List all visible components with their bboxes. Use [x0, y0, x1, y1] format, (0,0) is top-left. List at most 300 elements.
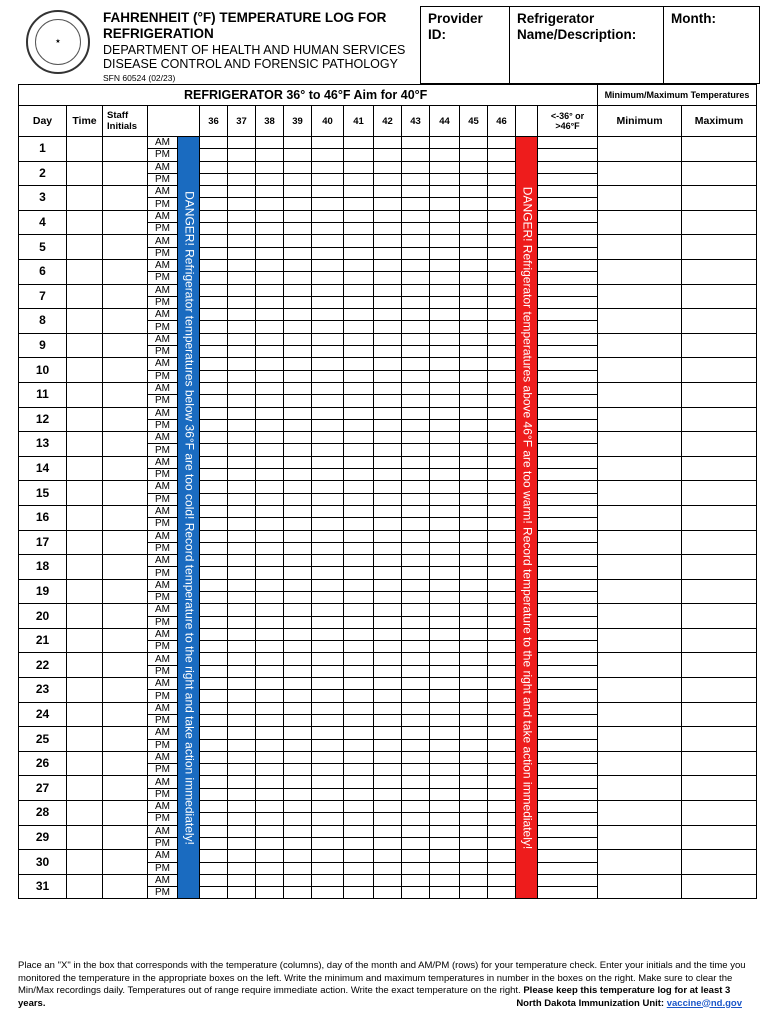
temp-cell-42[interactable] [374, 333, 402, 345]
temp-cell-38[interactable] [256, 837, 284, 849]
temp-cell-43[interactable] [402, 518, 430, 530]
temp-cell-42[interactable] [374, 555, 402, 567]
temp-cell-46[interactable] [488, 481, 516, 493]
temp-cell-41[interactable] [344, 776, 374, 788]
time-cell[interactable] [67, 751, 103, 776]
temp-cell-44[interactable] [430, 591, 460, 603]
out-of-range-cell[interactable] [538, 505, 598, 517]
time-cell[interactable] [67, 530, 103, 555]
temp-cell-36[interactable] [200, 456, 228, 468]
temp-cell-39[interactable] [284, 173, 312, 185]
temp-cell-41[interactable] [344, 739, 374, 751]
temp-cell-46[interactable] [488, 764, 516, 776]
temp-cell-39[interactable] [284, 370, 312, 382]
out-of-range-cell[interactable] [538, 813, 598, 825]
minimum-cell[interactable] [598, 801, 682, 826]
temp-cell-43[interactable] [402, 604, 430, 616]
temp-cell-46[interactable] [488, 284, 516, 296]
temp-cell-43[interactable] [402, 702, 430, 714]
temp-cell-41[interactable] [344, 567, 374, 579]
out-of-range-cell[interactable] [538, 223, 598, 235]
temp-cell-41[interactable] [344, 616, 374, 628]
temp-cell-37[interactable] [228, 530, 256, 542]
temp-cell-38[interactable] [256, 776, 284, 788]
maximum-cell[interactable] [682, 825, 757, 850]
temp-cell-42[interactable] [374, 469, 402, 481]
temp-cell-38[interactable] [256, 223, 284, 235]
temp-cell-46[interactable] [488, 346, 516, 358]
temp-cell-46[interactable] [488, 850, 516, 862]
temp-cell-39[interactable] [284, 665, 312, 677]
temp-cell-44[interactable] [430, 358, 460, 370]
temp-cell-38[interactable] [256, 247, 284, 259]
temp-cell-40[interactable] [312, 407, 344, 419]
temp-cell-36[interactable] [200, 788, 228, 800]
temp-cell-42[interactable] [374, 186, 402, 198]
temp-cell-42[interactable] [374, 223, 402, 235]
temp-cell-39[interactable] [284, 751, 312, 763]
time-cell[interactable] [67, 309, 103, 334]
temp-cell-44[interactable] [430, 321, 460, 333]
temp-cell-40[interactable] [312, 751, 344, 763]
month-field[interactable]: Month: [663, 6, 760, 84]
temp-cell-40[interactable] [312, 333, 344, 345]
staff-initials-cell[interactable] [103, 801, 148, 826]
temp-cell-38[interactable] [256, 591, 284, 603]
temp-cell-38[interactable] [256, 555, 284, 567]
temp-cell-41[interactable] [344, 432, 374, 444]
temp-cell-36[interactable] [200, 837, 228, 849]
temp-cell-46[interactable] [488, 530, 516, 542]
temp-cell-42[interactable] [374, 284, 402, 296]
temp-cell-39[interactable] [284, 678, 312, 690]
temp-cell-41[interactable] [344, 137, 374, 149]
temp-cell-41[interactable] [344, 727, 374, 739]
temp-cell-37[interactable] [228, 665, 256, 677]
temp-cell-39[interactable] [284, 272, 312, 284]
temp-cell-43[interactable] [402, 690, 430, 702]
temp-cell-37[interactable] [228, 259, 256, 271]
temp-cell-41[interactable] [344, 161, 374, 173]
temp-cell-39[interactable] [284, 296, 312, 308]
temp-cell-38[interactable] [256, 653, 284, 665]
temp-cell-43[interactable] [402, 235, 430, 247]
temp-cell-44[interactable] [430, 284, 460, 296]
temp-cell-38[interactable] [256, 530, 284, 542]
temp-cell-44[interactable] [430, 419, 460, 431]
temp-cell-41[interactable] [344, 825, 374, 837]
temp-cell-45[interactable] [460, 776, 488, 788]
temp-cell-39[interactable] [284, 862, 312, 874]
temp-cell-42[interactable] [374, 739, 402, 751]
provider-id-field[interactable]: Provider ID: [420, 6, 510, 84]
temp-cell-36[interactable] [200, 653, 228, 665]
temp-cell-38[interactable] [256, 296, 284, 308]
out-of-range-cell[interactable] [538, 678, 598, 690]
out-of-range-cell[interactable] [538, 186, 598, 198]
temp-cell-44[interactable] [430, 149, 460, 161]
temp-cell-39[interactable] [284, 456, 312, 468]
temp-cell-44[interactable] [430, 739, 460, 751]
temp-cell-46[interactable] [488, 419, 516, 431]
staff-initials-cell[interactable] [103, 825, 148, 850]
temp-cell-43[interactable] [402, 309, 430, 321]
temp-cell-41[interactable] [344, 456, 374, 468]
temp-cell-41[interactable] [344, 284, 374, 296]
temp-cell-39[interactable] [284, 321, 312, 333]
maximum-cell[interactable] [682, 505, 757, 530]
temp-cell-42[interactable] [374, 567, 402, 579]
temp-cell-36[interactable] [200, 801, 228, 813]
temp-cell-43[interactable] [402, 481, 430, 493]
temp-cell-38[interactable] [256, 641, 284, 653]
temp-cell-46[interactable] [488, 407, 516, 419]
temp-cell-41[interactable] [344, 641, 374, 653]
temp-cell-44[interactable] [430, 788, 460, 800]
temp-cell-40[interactable] [312, 862, 344, 874]
temp-cell-43[interactable] [402, 161, 430, 173]
temp-cell-39[interactable] [284, 555, 312, 567]
temp-cell-44[interactable] [430, 690, 460, 702]
temp-cell-43[interactable] [402, 678, 430, 690]
minimum-cell[interactable] [598, 137, 682, 162]
temp-cell-39[interactable] [284, 776, 312, 788]
temp-cell-46[interactable] [488, 874, 516, 886]
temp-cell-41[interactable] [344, 530, 374, 542]
temp-cell-37[interactable] [228, 198, 256, 210]
temp-cell-40[interactable] [312, 887, 344, 899]
temp-cell-46[interactable] [488, 272, 516, 284]
refrigerator-name-field[interactable]: Refrigerator Name/Description: [509, 6, 664, 84]
temp-cell-36[interactable] [200, 702, 228, 714]
temp-cell-44[interactable] [430, 702, 460, 714]
out-of-range-cell[interactable] [538, 235, 598, 247]
temp-cell-36[interactable] [200, 395, 228, 407]
temp-cell-41[interactable] [344, 198, 374, 210]
temp-cell-40[interactable] [312, 321, 344, 333]
out-of-range-cell[interactable] [538, 702, 598, 714]
temp-cell-38[interactable] [256, 382, 284, 394]
maximum-cell[interactable] [682, 284, 757, 309]
temp-cell-45[interactable] [460, 678, 488, 690]
temp-cell-44[interactable] [430, 850, 460, 862]
temp-cell-39[interactable] [284, 690, 312, 702]
temp-cell-38[interactable] [256, 874, 284, 886]
out-of-range-cell[interactable] [538, 493, 598, 505]
staff-initials-cell[interactable] [103, 309, 148, 334]
temp-cell-37[interactable] [228, 296, 256, 308]
maximum-cell[interactable] [682, 702, 757, 727]
temp-cell-46[interactable] [488, 714, 516, 726]
minimum-cell[interactable] [598, 481, 682, 506]
temp-cell-41[interactable] [344, 149, 374, 161]
out-of-range-cell[interactable] [538, 137, 598, 149]
out-of-range-cell[interactable] [538, 579, 598, 591]
temp-cell-46[interactable] [488, 395, 516, 407]
temp-cell-37[interactable] [228, 727, 256, 739]
temp-cell-39[interactable] [284, 530, 312, 542]
temp-cell-39[interactable] [284, 591, 312, 603]
temp-cell-36[interactable] [200, 173, 228, 185]
temp-cell-37[interactable] [228, 370, 256, 382]
temp-cell-42[interactable] [374, 493, 402, 505]
time-cell[interactable] [67, 407, 103, 432]
temp-cell-41[interactable] [344, 702, 374, 714]
temp-cell-40[interactable] [312, 259, 344, 271]
temp-cell-40[interactable] [312, 628, 344, 640]
temp-cell-41[interactable] [344, 223, 374, 235]
temp-cell-39[interactable] [284, 850, 312, 862]
temp-cell-38[interactable] [256, 751, 284, 763]
time-cell[interactable] [67, 579, 103, 604]
temp-cell-43[interactable] [402, 714, 430, 726]
temp-cell-38[interactable] [256, 186, 284, 198]
out-of-range-cell[interactable] [538, 616, 598, 628]
temp-cell-41[interactable] [344, 419, 374, 431]
temp-cell-44[interactable] [430, 333, 460, 345]
temp-cell-40[interactable] [312, 567, 344, 579]
temp-cell-42[interactable] [374, 690, 402, 702]
temp-cell-42[interactable] [374, 321, 402, 333]
temp-cell-43[interactable] [402, 850, 430, 862]
temp-cell-42[interactable] [374, 862, 402, 874]
temp-cell-38[interactable] [256, 370, 284, 382]
staff-initials-cell[interactable] [103, 751, 148, 776]
minimum-cell[interactable] [598, 702, 682, 727]
temp-cell-45[interactable] [460, 874, 488, 886]
temp-cell-45[interactable] [460, 518, 488, 530]
temp-cell-39[interactable] [284, 874, 312, 886]
temp-cell-44[interactable] [430, 604, 460, 616]
temp-cell-36[interactable] [200, 161, 228, 173]
temp-cell-45[interactable] [460, 382, 488, 394]
temp-cell-36[interactable] [200, 247, 228, 259]
temp-cell-42[interactable] [374, 591, 402, 603]
minimum-cell[interactable] [598, 579, 682, 604]
temp-cell-45[interactable] [460, 825, 488, 837]
time-cell[interactable] [67, 801, 103, 826]
temp-cell-41[interactable] [344, 751, 374, 763]
temp-cell-36[interactable] [200, 604, 228, 616]
temp-cell-41[interactable] [344, 579, 374, 591]
temp-cell-36[interactable] [200, 149, 228, 161]
maximum-cell[interactable] [682, 579, 757, 604]
temp-cell-45[interactable] [460, 862, 488, 874]
temp-cell-38[interactable] [256, 358, 284, 370]
temp-cell-37[interactable] [228, 776, 256, 788]
temp-cell-37[interactable] [228, 469, 256, 481]
temp-cell-37[interactable] [228, 456, 256, 468]
out-of-range-cell[interactable] [538, 296, 598, 308]
time-cell[interactable] [67, 186, 103, 211]
temp-cell-37[interactable] [228, 591, 256, 603]
temp-cell-42[interactable] [374, 296, 402, 308]
temp-cell-39[interactable] [284, 714, 312, 726]
temp-cell-39[interactable] [284, 419, 312, 431]
out-of-range-cell[interactable] [538, 641, 598, 653]
temp-cell-38[interactable] [256, 690, 284, 702]
temp-cell-36[interactable] [200, 481, 228, 493]
temp-cell-45[interactable] [460, 247, 488, 259]
time-cell[interactable] [67, 628, 103, 653]
temp-cell-46[interactable] [488, 210, 516, 222]
temp-cell-43[interactable] [402, 432, 430, 444]
temp-cell-40[interactable] [312, 309, 344, 321]
temp-cell-43[interactable] [402, 653, 430, 665]
temp-cell-36[interactable] [200, 358, 228, 370]
temp-cell-36[interactable] [200, 813, 228, 825]
staff-initials-cell[interactable] [103, 727, 148, 752]
temp-cell-38[interactable] [256, 505, 284, 517]
minimum-cell[interactable] [598, 653, 682, 678]
temp-cell-42[interactable] [374, 395, 402, 407]
temp-cell-37[interactable] [228, 616, 256, 628]
temp-cell-45[interactable] [460, 309, 488, 321]
minimum-cell[interactable] [598, 210, 682, 235]
temp-cell-45[interactable] [460, 223, 488, 235]
out-of-range-cell[interactable] [538, 198, 598, 210]
time-cell[interactable] [67, 210, 103, 235]
temp-cell-44[interactable] [430, 259, 460, 271]
time-cell[interactable] [67, 137, 103, 162]
temp-cell-43[interactable] [402, 567, 430, 579]
temp-cell-42[interactable] [374, 137, 402, 149]
temp-cell-46[interactable] [488, 235, 516, 247]
temp-cell-46[interactable] [488, 837, 516, 849]
temp-cell-45[interactable] [460, 296, 488, 308]
temp-cell-36[interactable] [200, 198, 228, 210]
temp-cell-45[interactable] [460, 604, 488, 616]
temp-cell-43[interactable] [402, 186, 430, 198]
temp-cell-39[interactable] [284, 444, 312, 456]
temp-cell-43[interactable] [402, 173, 430, 185]
temp-cell-40[interactable] [312, 518, 344, 530]
temp-cell-46[interactable] [488, 444, 516, 456]
temp-cell-37[interactable] [228, 874, 256, 886]
maximum-cell[interactable] [682, 456, 757, 481]
minimum-cell[interactable] [598, 628, 682, 653]
time-cell[interactable] [67, 850, 103, 875]
temp-cell-45[interactable] [460, 887, 488, 899]
minimum-cell[interactable] [598, 678, 682, 703]
temp-cell-39[interactable] [284, 641, 312, 653]
temp-cell-46[interactable] [488, 432, 516, 444]
temp-cell-41[interactable] [344, 628, 374, 640]
temp-cell-46[interactable] [488, 690, 516, 702]
temp-cell-38[interactable] [256, 788, 284, 800]
temp-cell-38[interactable] [256, 542, 284, 554]
temp-cell-40[interactable] [312, 186, 344, 198]
out-of-range-cell[interactable] [538, 776, 598, 788]
temp-cell-46[interactable] [488, 505, 516, 517]
temp-cell-46[interactable] [488, 198, 516, 210]
temp-cell-41[interactable] [344, 887, 374, 899]
temp-cell-46[interactable] [488, 493, 516, 505]
out-of-range-cell[interactable] [538, 370, 598, 382]
temp-cell-43[interactable] [402, 776, 430, 788]
temp-cell-43[interactable] [402, 665, 430, 677]
temp-cell-39[interactable] [284, 813, 312, 825]
temp-cell-37[interactable] [228, 333, 256, 345]
minimum-cell[interactable] [598, 776, 682, 801]
out-of-range-cell[interactable] [538, 333, 598, 345]
temp-cell-43[interactable] [402, 555, 430, 567]
staff-initials-cell[interactable] [103, 850, 148, 875]
temp-cell-37[interactable] [228, 247, 256, 259]
maximum-cell[interactable] [682, 259, 757, 284]
temp-cell-45[interactable] [460, 161, 488, 173]
temp-cell-40[interactable] [312, 579, 344, 591]
temp-cell-36[interactable] [200, 259, 228, 271]
temp-cell-38[interactable] [256, 628, 284, 640]
temp-cell-46[interactable] [488, 641, 516, 653]
temp-cell-44[interactable] [430, 370, 460, 382]
staff-initials-cell[interactable] [103, 678, 148, 703]
temp-cell-37[interactable] [228, 714, 256, 726]
time-cell[interactable] [67, 874, 103, 899]
temp-cell-43[interactable] [402, 296, 430, 308]
temp-cell-36[interactable] [200, 518, 228, 530]
out-of-range-cell[interactable] [538, 395, 598, 407]
out-of-range-cell[interactable] [538, 887, 598, 899]
temp-cell-42[interactable] [374, 764, 402, 776]
temp-cell-43[interactable] [402, 137, 430, 149]
temp-cell-42[interactable] [374, 198, 402, 210]
time-cell[interactable] [67, 382, 103, 407]
temp-cell-43[interactable] [402, 395, 430, 407]
temp-cell-45[interactable] [460, 186, 488, 198]
temp-cell-37[interactable] [228, 223, 256, 235]
temp-cell-37[interactable] [228, 235, 256, 247]
temp-cell-44[interactable] [430, 272, 460, 284]
temp-cell-46[interactable] [488, 653, 516, 665]
temp-cell-45[interactable] [460, 370, 488, 382]
temp-cell-46[interactable] [488, 825, 516, 837]
temp-cell-43[interactable] [402, 837, 430, 849]
maximum-cell[interactable] [682, 407, 757, 432]
temp-cell-36[interactable] [200, 284, 228, 296]
temp-cell-46[interactable] [488, 173, 516, 185]
temp-cell-45[interactable] [460, 850, 488, 862]
temp-cell-38[interactable] [256, 272, 284, 284]
temp-cell-45[interactable] [460, 530, 488, 542]
temp-cell-44[interactable] [430, 469, 460, 481]
temp-cell-45[interactable] [460, 444, 488, 456]
temp-cell-36[interactable] [200, 296, 228, 308]
maximum-cell[interactable] [682, 628, 757, 653]
temp-cell-41[interactable] [344, 186, 374, 198]
staff-initials-cell[interactable] [103, 604, 148, 629]
time-cell[interactable] [67, 555, 103, 580]
staff-initials-cell[interactable] [103, 702, 148, 727]
temp-cell-36[interactable] [200, 542, 228, 554]
temp-cell-37[interactable] [228, 137, 256, 149]
temp-cell-40[interactable] [312, 776, 344, 788]
maximum-cell[interactable] [682, 555, 757, 580]
temp-cell-40[interactable] [312, 505, 344, 517]
temp-cell-40[interactable] [312, 727, 344, 739]
time-cell[interactable] [67, 505, 103, 530]
staff-initials-cell[interactable] [103, 407, 148, 432]
temp-cell-37[interactable] [228, 493, 256, 505]
staff-initials-cell[interactable] [103, 456, 148, 481]
temp-cell-40[interactable] [312, 370, 344, 382]
maximum-cell[interactable] [682, 751, 757, 776]
temp-cell-39[interactable] [284, 432, 312, 444]
temp-cell-40[interactable] [312, 530, 344, 542]
time-cell[interactable] [67, 653, 103, 678]
temp-cell-45[interactable] [460, 727, 488, 739]
